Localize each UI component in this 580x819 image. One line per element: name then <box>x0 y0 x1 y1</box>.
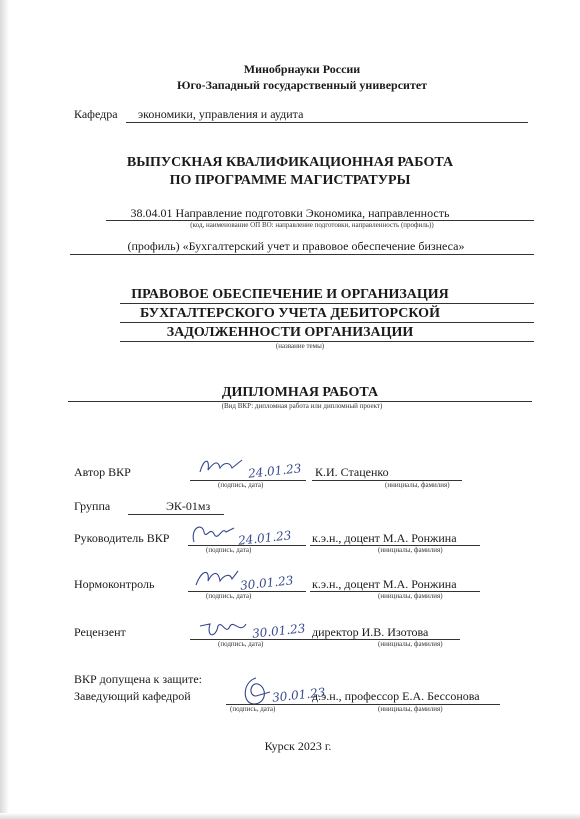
author-name: К.И. Стаценко <box>315 465 389 479</box>
author-label: Автор ВКР <box>74 465 131 479</box>
topic-line3: ЗАДОЛЖЕННОСТИ ОРГАНИЗАЦИИ <box>166 325 414 340</box>
normcontrol-name: к.э.н., доцент М.А. Ронжина <box>312 577 457 591</box>
reviewer-name: директор И.В. Изотова <box>312 625 429 639</box>
author-sign-hint: (подпись, дата) <box>218 481 264 489</box>
reviewer-date: 30.01.23 <box>251 621 307 641</box>
program-line2: (профиль) «Бухгалтерский учет и правовое обеспечение бизнеса» <box>127 239 465 253</box>
supervisor-name: к.э.н., доцент М.А. Ронжина <box>312 531 457 545</box>
topic-line1: ПРАВОВОЕ ОБЕСПЕЧЕНИЕ И ОРГАНИЗАЦИЯ <box>131 287 449 302</box>
normcontrol-sign-hint: (подпись, дата) <box>206 592 252 600</box>
topic-hint: (название темы) <box>275 342 325 350</box>
head-sign-hint: (подпись, дата) <box>230 705 276 713</box>
topic-underline1 <box>120 303 534 304</box>
reviewer-label: Рецензент <box>74 625 126 639</box>
normcontrol-label: Нормоконтроль <box>74 577 155 591</box>
topic-line2: БУХГАЛТЕРСКОГО УЧЕТА ДЕБИТОРСКОЙ <box>140 306 440 321</box>
program-underline2 <box>70 254 534 255</box>
supervisor-sign-hint: (подпись, дата) <box>206 546 252 554</box>
head-of-department-label: Заведующий кафедрой <box>74 689 191 703</box>
university-name: Юго-Западный государственный университет <box>176 78 428 92</box>
program-hint: (код, наименование ОП ВО: направление подготовки, направленность (профиль)) <box>190 221 434 229</box>
reviewer-sign-hint: (подпись, дата) <box>218 640 264 648</box>
ministry-name: Минобрнауки России <box>243 62 361 76</box>
author-signature <box>196 456 246 478</box>
head-of-department-date: 30.01.23 <box>271 685 327 705</box>
department-underline <box>126 122 528 123</box>
reviewer-name-hint: (инициалы, фамилия) <box>378 640 443 648</box>
scan-bottom-shadow <box>0 813 580 819</box>
supervisor-date: 24.01.23 <box>237 528 293 548</box>
supervisor-label: Руководитель ВКР <box>74 531 170 545</box>
program-line1: 38.04.01 Направление подготовки Экономика, направленность <box>130 206 450 220</box>
normcontrol-date: 30.01.23 <box>239 573 295 593</box>
head-name-hint: (инициалы, фамилия) <box>378 705 443 713</box>
group-value: ЭК-01мз <box>166 499 211 513</box>
work-type-title-line2: ПО ПРОГРАММЕ МАГИСТРАТУРЫ <box>169 173 411 188</box>
work-type-title-line1: ВЫПУСКНАЯ КВАЛИФИКАЦИОННАЯ РАБОТА <box>126 155 454 170</box>
group-underline <box>128 514 224 515</box>
vkr-kind-title: ДИПЛОМНАЯ РАБОТА <box>221 385 379 400</box>
admission-line1: ВКР допущена к защите: <box>74 672 202 686</box>
author-name-hint: (инициалы, фамилия) <box>385 481 450 489</box>
department-label: Кафедра <box>74 107 118 121</box>
topic-underline2 <box>120 322 534 323</box>
group-label: Группа <box>74 499 111 513</box>
normcontrol-name-hint: (инициалы, фамилия) <box>378 592 443 600</box>
head-of-department-name: д.э.н., профессор Е.А. Бессонова <box>312 689 480 703</box>
author-date: 24.01.23 <box>247 461 303 481</box>
city-year: Курск 2023 г. <box>264 739 332 753</box>
scan-edge-shadow <box>0 0 9 819</box>
department-value: экономики, управления и аудита <box>138 107 304 121</box>
vkr-kind-hint: (Вид ВКР: дипломная работа или дипломный проект) <box>221 402 383 410</box>
supervisor-name-hint: (инициалы, фамилия) <box>378 546 443 554</box>
normcontrol-signature <box>192 567 242 593</box>
